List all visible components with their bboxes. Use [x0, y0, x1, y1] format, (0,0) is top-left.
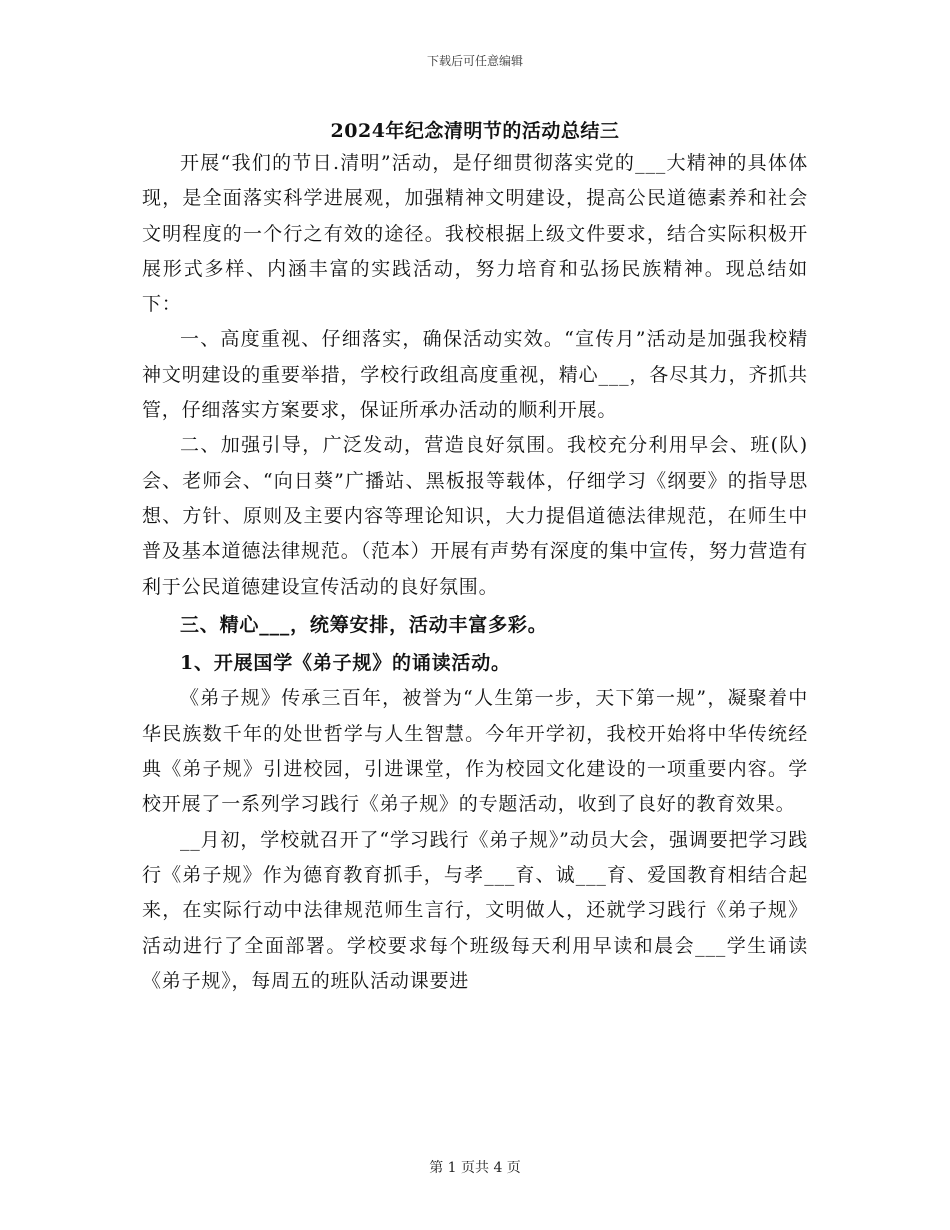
section-1-paragraph: 一、高度重视、仔细落实，确保活动实效。“宣传月”活动是加强我校精神文明建设的重要举措，学校行政组高度重视，精心___，各尽其力，齐抓共管，仔细落实方案要求，保证所承办活动的顺利开展。 [142, 328, 808, 422]
page-header-note: 下载后可任意编辑 [426, 54, 523, 68]
intro-paragraph: 开展“我们的节日.清明”活动，是仔细贯彻落实党的___大精神的具体体现，是全面落实科学进展观，加强精神文明建设，提高公民道德素养和社会文明程度的一个行之有效的途径。我校根据上级文件要求，结合实际积极开展形式多样、内涵丰富的实践活动，努力培育和弘扬民族精神。现总结如下： [142, 152, 808, 316]
subsection-1-heading: 1、开展国学《弟子规》的诵读活动。 [180, 652, 511, 675]
section-2-paragraph: 二、加强引导，广泛发动，营造良好氛围。我校充分利用早会、班(队)会、老师会、“向日葵”广播站、黑板报等载体，仔细学习《纲要》的指导思想、方针、原则及主要内容等理论知识，大力提倡道德法律规范，在师生中普及基本道德法律规范。（范本）开展有声势有深度的集中宣传，努力营造有利于公民道德建设宣传活动的良好氛围。 [142, 434, 808, 598]
document-title: 2024年纪念清明节的活动总结三 [330, 120, 620, 142]
month-activity-paragraph: __月初，学校就召开了“学习践行《弟子规》”动员大会，强调要把学习践行《弟子规》作为德育教育抓手，与孝___育、诚___育、爱国教育相结合起来，在实际行动中法律规范师生言行，文明做人，还就学习践行《弟子规》活动进行了全面部署。学校要求每个班级每天利用早读和晨会___学生诵读《弟子规》，每周五的班队活动课要进 [142, 828, 808, 992]
document-body [142, 146, 808, 999]
section-3-heading: 三、精心___，统筹安排，活动丰富多彩。 [180, 613, 548, 636]
page-number-footer: 第 1 页共 4 页 [429, 1160, 521, 1176]
dizigui-paragraph: 《弟子规》传承三百年，被誉为“人生第一步，天下第一规”，凝聚着中华民族数千年的处世哲学与人生智慧。今年开学初，我校开始将中华传统经典《弟子规》引进校园，引进课堂，作为校园文化建设的一项重要内容。学校开展了一系列学习践行《弟子规》的专题活动，收到了良好的教育效果。 [142, 687, 808, 816]
